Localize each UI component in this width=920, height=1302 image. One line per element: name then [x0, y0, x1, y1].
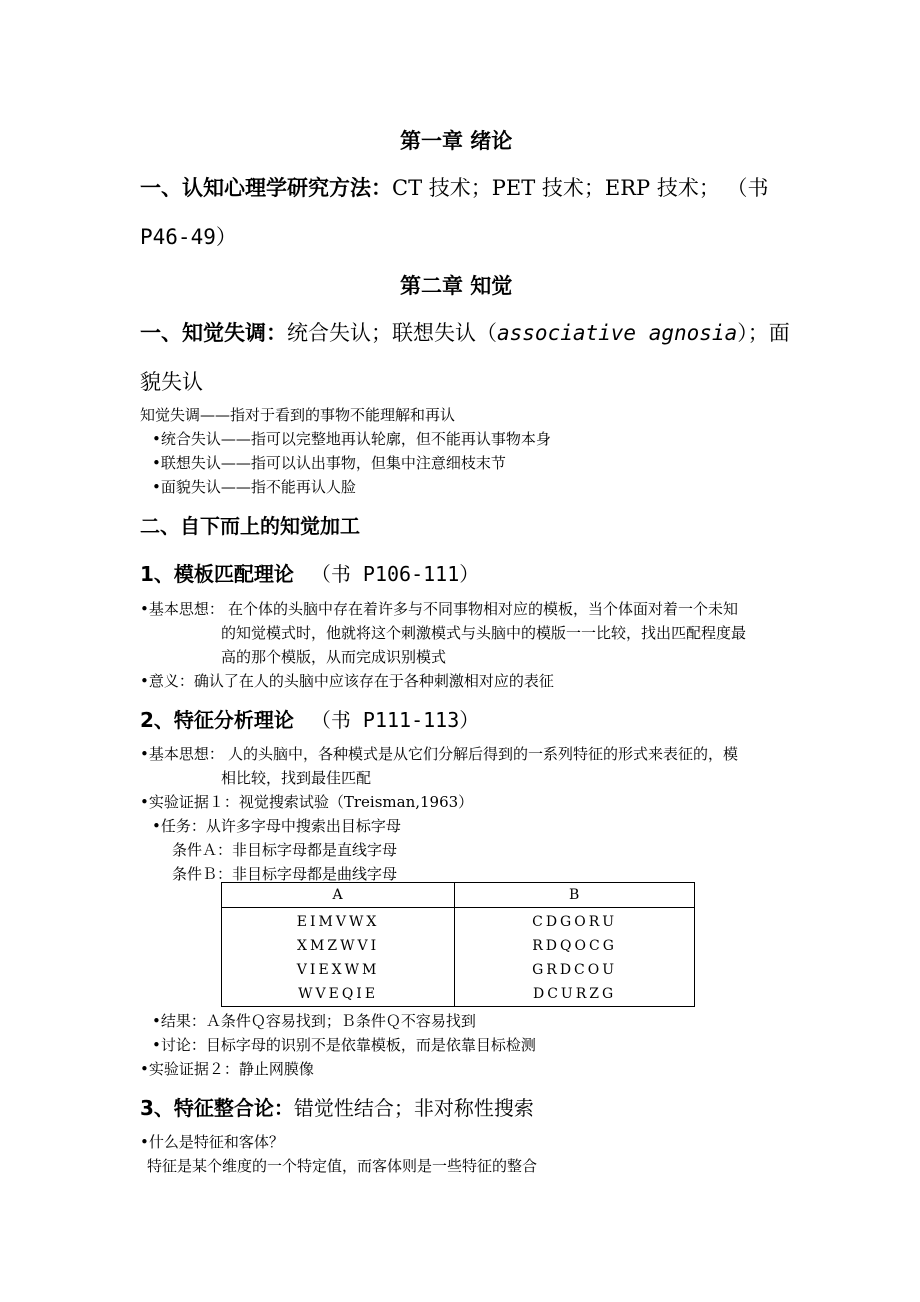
template-idea-line: 高的那个模版，从而完成识别模式 — [221, 648, 447, 666]
table-header-a: A — [222, 883, 455, 908]
condition-b: 条件Ｂ：非目标字母都是曲线字母 — [172, 865, 398, 883]
integration-theory-topics: 错觉性结合；非对称性搜索 — [293, 1096, 534, 1120]
ch2-section-1-heading: 一、知觉失调： — [140, 321, 287, 345]
ch1-section-1-methods: CT 技术；PET 技术；ERP 技术； （书 — [392, 176, 769, 200]
agnosia-item: •面貌失认——指不能再认人脸 — [152, 478, 356, 496]
chapter-2-title: 第二章 知觉 — [400, 274, 513, 298]
template-idea-label: •基本思想： — [140, 600, 224, 618]
evidence-1: •实验证据１：视觉搜索试验（Treisman,1963） — [140, 793, 474, 811]
condition-a: 条件Ａ：非目标字母都是直线字母 — [172, 841, 398, 859]
search-task: •任务：从许多字母中搜索出目标字母 — [152, 817, 401, 835]
feature-idea-line: 人的头脑中，各种模式是从它们分解后得到的一系列特征的形式来表征的，模 — [228, 745, 739, 763]
agnosia-item: •统合失认——指可以完整地再认轮廓，但不能再认事物本身 — [152, 430, 551, 448]
table-row — [222, 982, 695, 1007]
ch2-section-1 — [140, 317, 790, 347]
table-cell: WVEQIE — [222, 982, 455, 1007]
ch2-section-1-italic: associative agnosia — [497, 321, 738, 345]
ch1-section-1 — [140, 172, 769, 202]
feature-idea-line: 相比较，找到最佳匹配 — [221, 769, 372, 787]
letter-search-table — [221, 882, 695, 1007]
template-idea-line: 的知觉模式时，他就将这个刺激模式与头脑中的模版一一比较，找出匹配程度最 — [221, 624, 747, 642]
table-cell: RDQOCG — [455, 934, 695, 958]
integration-theory-heading — [140, 1092, 534, 1121]
feature-idea-label: •基本思想： — [140, 745, 224, 763]
evidence-2: •实验证据２：静止网膜像 — [140, 1060, 314, 1078]
feature-theory-title: 2、特征分析理论 — [140, 708, 294, 732]
section-2-title: 二、自下而上的知觉加工 — [140, 514, 360, 538]
table-cell: CDGORU — [455, 908, 695, 935]
ch2-section-1-cont: 貌失认 — [140, 370, 203, 394]
table-cell: DCURZG — [455, 982, 695, 1007]
template-theory-ref: （书 P106-111） — [310, 562, 480, 586]
ch1-section-1-heading: 一、认知心理学研究方法： — [140, 176, 392, 200]
table-row — [222, 934, 695, 958]
template-theory-heading — [140, 558, 479, 587]
table-cell: GRDCOU — [455, 958, 695, 982]
feature-theory-heading — [140, 704, 479, 733]
ch1-section-1-pages: P46-49） — [140, 225, 237, 249]
table-row — [222, 908, 695, 935]
agnosia-item: •联想失认——指可以认出事物，但集中注意细枝末节 — [152, 454, 506, 472]
chapter-1-title: 第一章 绪论 — [400, 129, 513, 153]
table-row — [222, 958, 695, 982]
table-header-b: B — [455, 883, 695, 908]
table-cell: EIMVWX — [222, 908, 455, 935]
experiment-discussion: •讨论：目标字母的识别不是依靠模板，而是依靠目标检测 — [152, 1036, 536, 1054]
template-theory-title: 1、模板匹配理论 — [140, 562, 294, 586]
experiment-result: •结果：Ａ条件Ｑ容易找到；Ｂ条件Ｑ不容易找到 — [152, 1012, 476, 1030]
ch2-section-1-text-a: 统合失认；联想失认（ — [287, 321, 497, 345]
feature-object-answer: 特征是某个维度的一个特定值，而客体则是一些特征的整合 — [147, 1157, 538, 1175]
feature-theory-ref: （书 P111-113） — [310, 708, 480, 732]
agnosia-definition: 知觉失调——指对于看到的事物不能理解和再认 — [140, 406, 456, 424]
feature-object-question: •什么是特征和客体？ — [140, 1133, 284, 1151]
template-meaning: •意义：确认了在人的头脑中应该存在于各种刺激相对应的表征 — [140, 672, 554, 690]
table-header-row — [222, 883, 695, 908]
ch2-section-1-text-b: ）；面 — [737, 321, 790, 345]
table-cell: VIEXWM — [222, 958, 455, 982]
template-idea-line: 在个体的头脑中存在着许多与不同事物相对应的模板，当个体面对着一个未知 — [228, 600, 739, 618]
table-cell: XMZWVI — [222, 934, 455, 958]
integration-theory-title: 3、特征整合论： — [140, 1096, 294, 1120]
